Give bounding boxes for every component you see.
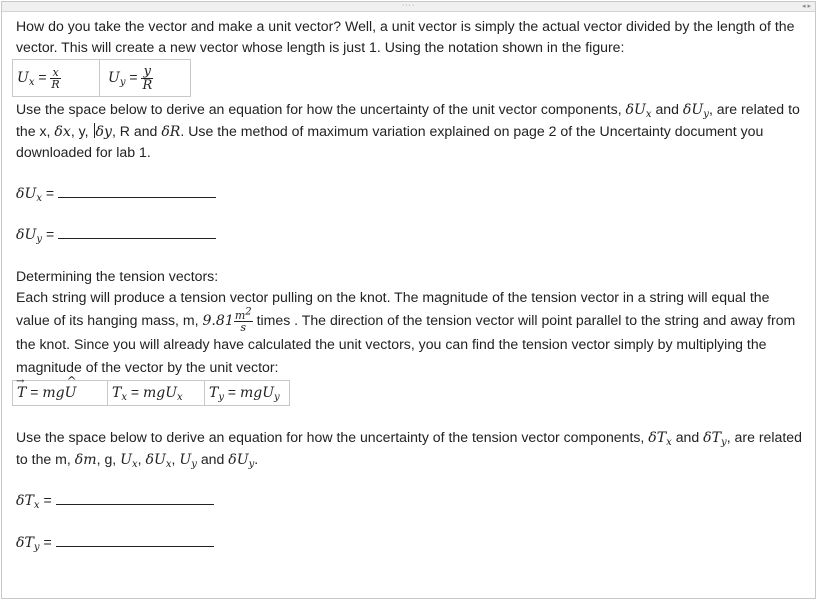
uy-equation: $U_y$ = $\frac{y}{R}$ [100,60,191,97]
duy-answer-blank[interactable] [58,226,216,239]
intro-paragraph: How do you take the vector and make a unit vector? Well, a unit vector is simply the actual vector divided by the length of the vector. This will create a new vector whose length is just 1. Using the notation shown in the figure: [16,18,795,55]
unit-vector-equations [12,59,191,97]
t-vector-equation: → T = mg^ U [13,381,108,406]
drag-grip-icon[interactable]: ···· [401,2,416,9]
ux-fraction: $\frac{x}{R}$ [51,65,60,91]
dux-answer-row: $\delta U_x$ = [16,183,806,205]
gravity-unit-fraction: $\frac{m^2}{s}$ [234,306,252,334]
dux-answer-blank[interactable] [58,185,216,198]
dtx-answer-row: $\delta T_x$ = [16,490,806,512]
duy-answer-row: $\delta U_y$ = [16,224,806,246]
tension-equations [12,380,290,406]
tx-equation: $T_x = mgU_x$ [108,381,205,406]
top-toolbar [2,2,815,12]
dtx-answer-blank[interactable] [56,492,214,505]
dty-answer-blank[interactable] [56,534,214,547]
dty-answer-row: $\delta T_y$ = [16,532,806,554]
ux-equation: $U_x$ = $\frac{x}{R}$ [13,60,100,97]
tension-heading: Determining the tension vectors: [16,267,219,284]
tension-paragraph: Each string will produce a tension vector pulling on the knot. The magnitude of the tension vector in a string will equal the value of its hanging mass, m, 9.81 $\frac{m^2}{s}$ times . The direction of the tension vector will point parallel to the string and away from the knot. Since you will already have calculated the unit vectors, you can find the tension vector simply by multiplying the magnitude of the vector by the unit vector: [16,289,796,375]
derive-unit-paragraph: Use the space below to derive an equation for how the uncertainty of the unit vector components, $\delta U_x$ and $\delta U_y$, are related to the x, δx, y, δy, R and δR. Use the method of maximum variation explained on page 2 of the Uncertainty document you downloaded for lab 1. [16,101,800,160]
uy-fraction: $\frac{y}{R}$ [142,63,153,93]
scroll-arrows-icon[interactable]: ◂ ▸ [802,3,811,10]
derive-tension-paragraph: Use the space below to derive an equation for how the uncertainty of the tension vector components, $\delta T_x$ and $\delta T_y$, are related to the m, δm, g, $U_x$, $\delta U_x$, $U_y$ and $\delta U_y$. [16,429,802,470]
text-cursor [94,123,95,138]
ty-equation: $T_y = mgU_y$ [205,381,290,406]
document-body[interactable] [16,16,806,553]
